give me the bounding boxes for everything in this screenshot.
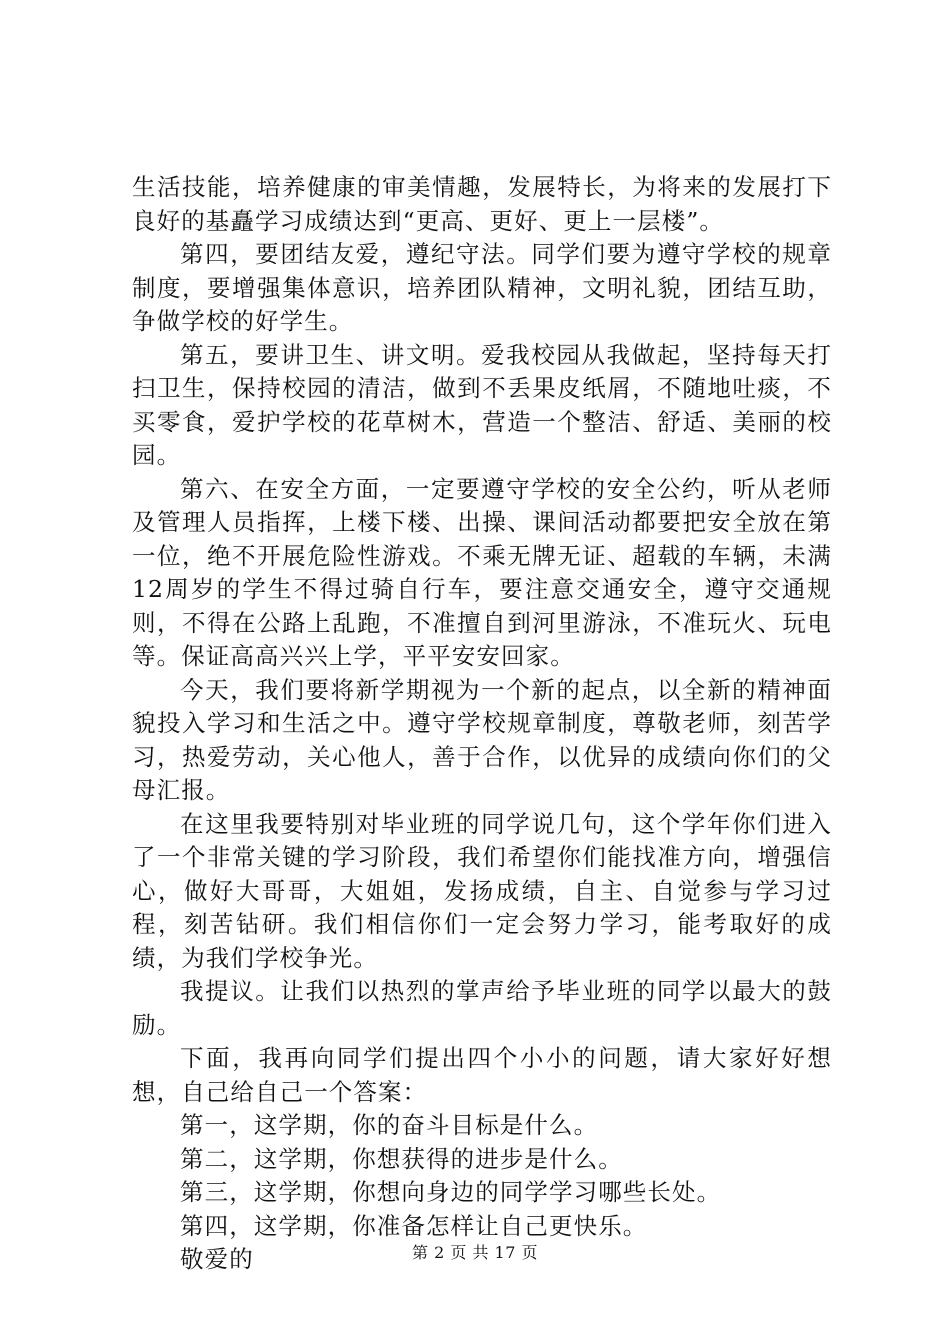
paragraph-continuation: 生活技能，培养健康的审美情趣，发展特长，为将来的发展打下良好的基矗学习成绩达到“更高、更好、更上一层楼”。 — [132, 173, 832, 235]
paragraph-graduating-class: 在这里我要特别对毕业班的同学说几句，这个学年你们进入了一个非常关键的学习阶段，我们希望你们能找准方向，增强信心，做好大哥哥，大姐姐，发扬成绩，自主、自觉参与学习过程，刻苦钻研。我们相信你们一定会努力学习，能考取好的成绩，为我们学校争光。 — [132, 809, 832, 972]
paragraph-hygiene: 第五，要讲卫生、讲文明。爱我校园从我做起，坚持每天打扫卫生，保持校园的清洁，做到不丢果皮纸屑，不随地吐痰，不买零食，爱护学校的花草树木，营造一个整洁、舒适、美丽的校园。 — [132, 340, 832, 469]
paragraph-applause: 我提议。让我们以热烈的掌声给予毕业班的同学以最大的鼓励。 — [132, 977, 832, 1039]
paragraph-new-start: 今天，我们要将新学期视为一个新的起点，以全新的精神面貌投入学习和生活之中。遵守学校规章制度，尊敬老师，刻苦学习，热爱劳动，关心他人，善于合作，以优异的成绩向你们的父母汇报。 — [132, 675, 832, 804]
paragraph-question-3: 第三，这学期，你想向身边的同学学习哪些长处。 — [180, 1178, 722, 1206]
paragraph-question-4: 第四，这学期，你准备怎样让自己更快乐。 — [180, 1211, 648, 1240]
paragraph-unity-discipline: 第四，要团结友爱，遵纪守法。同学们要为遵守学校的规章制度，要增强集体意识，培养团队精神，文明礼貌，团结互助，争做学校的好学生。 — [132, 240, 832, 335]
paragraph-safety: 第六、在安全方面，一定要遵守学校的安全公约，听从老师及管理人员指挥，上楼下楼、出操、课间活动都要把安全放在第一位，绝不开展危险性游戏。不乘无牌无证、超载的车辆，未满12周岁的学生不得过骑自行车，要注意交通安全，遵守交通规则，不得在公路上乱跑，不准擅自到河里游泳，不准玩火、玩电等。保证高高兴兴上学，平平安安回家。 — [132, 474, 832, 670]
document-body — [132, 171, 832, 1277]
paragraph-questions-intro: 下面，我再向同学们提出四个小小的问题，请大家好好想想，自己给自己一个答案： — [132, 1044, 832, 1106]
paragraph-question-2: 第二，这学期，你想获得的进步是什么。 — [180, 1144, 623, 1173]
page-footer: 第 2 页 共 17 页 — [412, 1243, 538, 1262]
paragraph-question-1: 第一，这学期，你的奋斗目标是什么。 — [180, 1111, 599, 1139]
paragraph-closing: 敬爱的 — [180, 1245, 254, 1273]
